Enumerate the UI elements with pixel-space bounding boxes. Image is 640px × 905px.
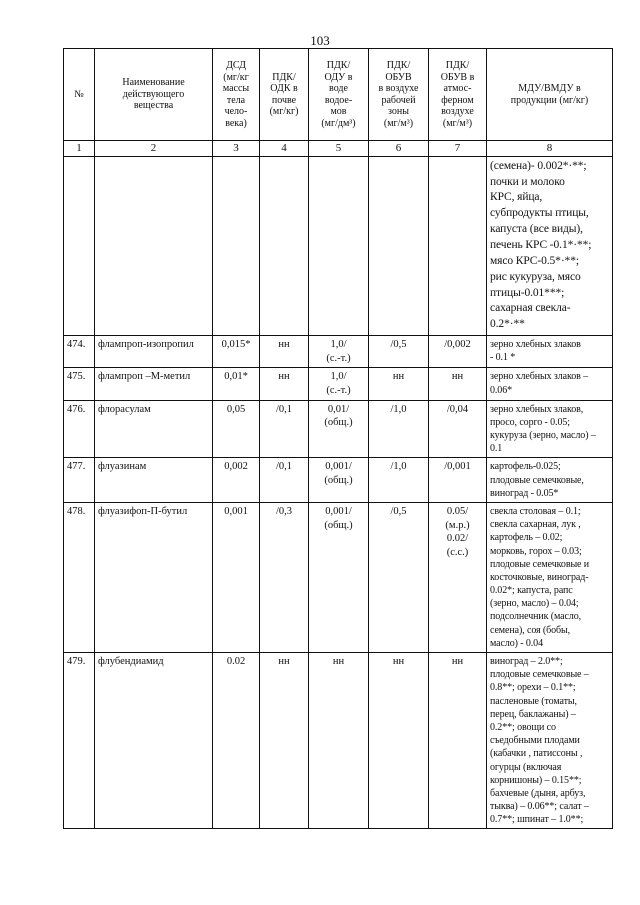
substance-name: флубендиамид xyxy=(95,653,213,829)
header-mdu: МДУ/ВМДУ в продукции (мг/кг) xyxy=(487,49,613,141)
table-row xyxy=(64,336,613,368)
mdu-cell: зерно хлебных злаков – 0.06* xyxy=(487,368,613,400)
soil-cell: нн xyxy=(260,368,309,400)
table-row xyxy=(64,400,613,458)
header-pdk-workzone-air: ПДК/ ОБУВ в воздухе рабочей зоны (мг/м³) xyxy=(369,49,429,141)
dsd-cell: 0,002 xyxy=(213,458,260,503)
atmospheric-air-cell: /0,001 xyxy=(429,458,487,503)
workzone-air-cell: /0,5 xyxy=(369,502,429,652)
dsd-cell: 0,01* xyxy=(213,368,260,400)
substance-name: флуазифоп-П-бутил xyxy=(95,502,213,652)
continuation-row xyxy=(64,156,613,335)
header-dsd: ДСД (мг/кг массы тела чело- века) xyxy=(213,49,260,141)
column-number: 1 xyxy=(64,141,95,157)
row-number: 475. xyxy=(64,368,95,400)
mdu-cell: картофель-0.025; плодовые семечковые, виноград - 0.05* xyxy=(487,458,613,503)
mdu-cell: (семена)- 0.002*·**; почки и молоко КРС, яйца, субпродукты птицы, капуста (все виды), печень КРС -0.1*·**; мясо КРС-0.5*·**; рис кукуруза, мясо птицы-0.01***; сахарная свекла- 0.2*·** xyxy=(487,156,613,335)
water-cell: нн xyxy=(309,653,369,829)
row-number: 478. xyxy=(64,502,95,652)
substance-name: флампроп –М-метил xyxy=(95,368,213,400)
header-no: № xyxy=(64,49,95,141)
table-row xyxy=(64,502,613,652)
header-name: Наименование действующего вещества xyxy=(95,49,213,141)
soil-cell: нн xyxy=(260,336,309,368)
row-number: 477. xyxy=(64,458,95,503)
column-number-row xyxy=(64,141,613,157)
table-row xyxy=(64,368,613,400)
row-number: 476. xyxy=(64,400,95,458)
dsd-cell: 0,015* xyxy=(213,336,260,368)
water-cell: 0,01/ (общ.) xyxy=(309,400,369,458)
column-number: 4 xyxy=(260,141,309,157)
mdu-cell: зерно хлебных злаков - 0.1 * xyxy=(487,336,613,368)
table-row xyxy=(64,458,613,503)
substance-name: флуазинам xyxy=(95,458,213,503)
dsd-cell: 0,05 xyxy=(213,400,260,458)
water-cell: 0,001/ (общ.) xyxy=(309,458,369,503)
column-number: 6 xyxy=(369,141,429,157)
dsd-cell: 0,001 xyxy=(213,502,260,652)
header-pdk-water: ПДК/ ОДУ в воде водое- мов (мг/дм³) xyxy=(309,49,369,141)
substance-name: флампроп-изопропил xyxy=(95,336,213,368)
column-number: 2 xyxy=(95,141,213,157)
workzone-air-cell: /1,0 xyxy=(369,400,429,458)
soil-cell: /0,3 xyxy=(260,502,309,652)
column-number: 7 xyxy=(429,141,487,157)
column-number: 5 xyxy=(309,141,369,157)
header-pdk-atmospheric-air: ПДК/ ОБУВ в атмос- ферном воздухе (мг/м³) xyxy=(429,49,487,141)
workzone-air-cell: /1,0 xyxy=(369,458,429,503)
substance-name: флорасулам xyxy=(95,400,213,458)
column-number: 3 xyxy=(213,141,260,157)
soil-cell: /0,1 xyxy=(260,458,309,503)
atmospheric-air-cell: 0.05/ (м.р.) 0.02/ (с.с.) xyxy=(429,502,487,652)
column-number: 8 xyxy=(487,141,613,157)
page-number: 103 xyxy=(310,33,330,48)
water-cell: 0,001/ (общ.) xyxy=(309,502,369,652)
row-number: 474. xyxy=(64,336,95,368)
workzone-air-cell: нн xyxy=(369,368,429,400)
atmospheric-air-cell: /0,04 xyxy=(429,400,487,458)
atmospheric-air-cell: /0,002 xyxy=(429,336,487,368)
workzone-air-cell: /0,5 xyxy=(369,336,429,368)
soil-cell: /0,1 xyxy=(260,400,309,458)
header-row xyxy=(64,49,613,141)
mdu-cell: виноград – 2.0**; плодовые семечковые – 0.8**; орехи – 0.1**; пасленовые (томаты, перец, баклажаны) – 0.2**; овощи со съедобными плодами (кабачки , патиссоны , огурцы (включая корнишоны) – 0.15**; бахчевые (дыня, арбуз, тыква) – 0.06**; салат – 0.7**; шпинат – 1.0**; xyxy=(487,653,613,829)
atmospheric-air-cell: нн xyxy=(429,368,487,400)
header-pdk-soil: ПДК/ ОДК в почве (мг/кг) xyxy=(260,49,309,141)
mdu-cell: свекла столовая – 0.1; свекла сахарная, лук , картофель – 0.02; морковь, горох – 0.03; плодовые семечковые и косточковые, виноград- 0.02*; капуста, рапс (зерно, масло) – 0.04; подсолнечник (масло, семена), соя (бобы, масло) - 0.04 xyxy=(487,502,613,652)
pesticide-table xyxy=(63,48,613,829)
soil-cell: нн xyxy=(260,653,309,829)
mdu-cell: зерно хлебных злаков, просо, сорго - 0.05; кукуруза (зерно, масло) – 0.1 xyxy=(487,400,613,458)
table-row xyxy=(64,653,613,829)
dsd-cell: 0.02 xyxy=(213,653,260,829)
water-cell: 1,0/ (с.-т.) xyxy=(309,336,369,368)
water-cell: 1,0/ (с.-т.) xyxy=(309,368,369,400)
workzone-air-cell: нн xyxy=(369,653,429,829)
atmospheric-air-cell: нн xyxy=(429,653,487,829)
row-number: 479. xyxy=(64,653,95,829)
